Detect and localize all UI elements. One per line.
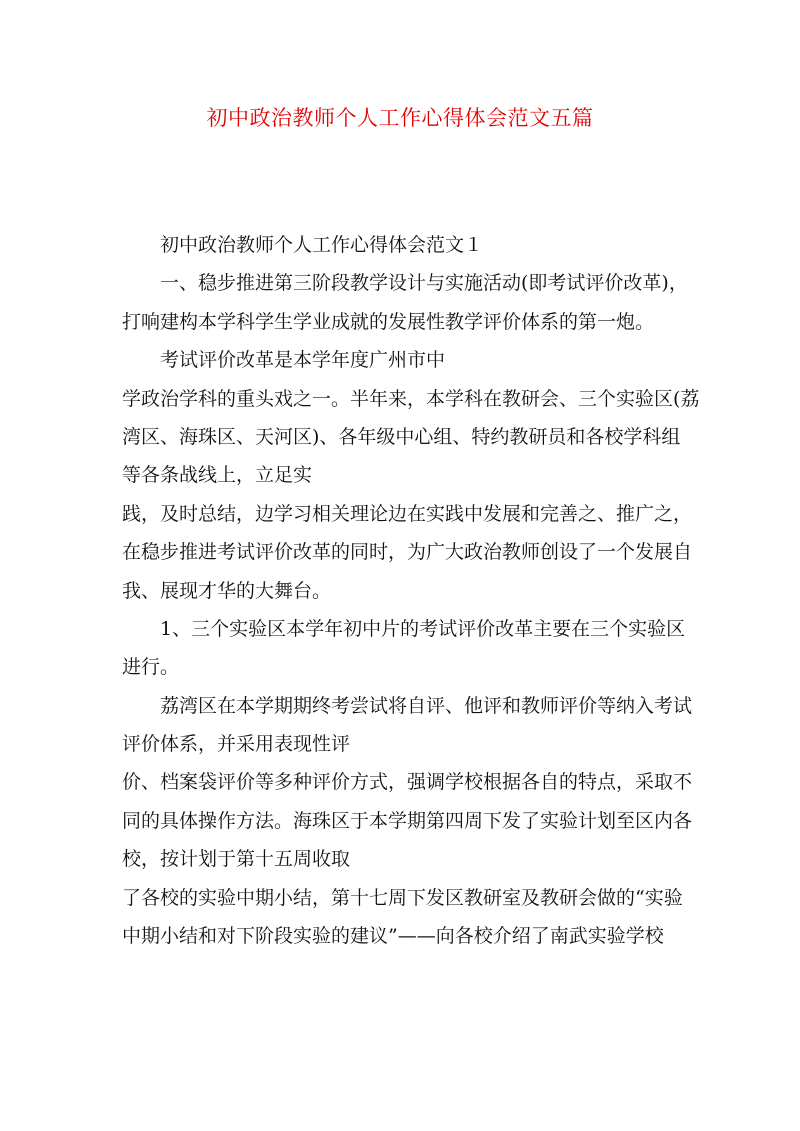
document-title: 初中政治教师个人工作心得体会范文五篇 (206, 106, 594, 130)
paragraph-line: 学政治学科的重头戏之一。半年来，本学科在教研会、三个实验区(荔 (122, 387, 700, 410)
paragraph-line: 等各条战线上，立足实 (122, 464, 313, 487)
document-body (122, 226, 700, 955)
paragraph-line: 同的具体操作方法。海珠区于本学期第四周下发了实验计划至区内各 (122, 809, 693, 832)
paragraph-line: 校，按计划于第十五周收取 (122, 848, 351, 871)
paragraph-line: 我、展现才华的大舞台。 (122, 579, 332, 602)
paragraph-line: 荔湾区在本学期期终考尝试将自评、他评和教师评价等纳入考试 (160, 694, 693, 717)
paragraph-line: 湾区、海珠区、天河区)、各年级中心组、特约教研员和各校学科组 (122, 425, 681, 448)
paragraph-line: 了各校的实验中期小结，第十七周下发区教研室及教研会做的“实验 (122, 886, 683, 909)
paragraph-line: 考试评价改革是本学年度广州市中 (160, 349, 446, 372)
paragraph-line: 进行。 (122, 656, 180, 679)
paragraph-line: 中期小结和对下阶段实验的建议”——向各校介绍了南武实验学校 (122, 925, 664, 948)
paragraph-line: 打响建构本学科学生学业成就的发展性教学评价体系的第一炮。 (122, 310, 655, 333)
section-heading: 初中政治教师个人工作心得体会范文１ (160, 234, 484, 256)
paragraph-line: 1、三个实验区本学年初中片的考试评价改革主要在三个实验区 (160, 617, 686, 640)
paragraph-line: 践，及时总结，边学习相关理论边在实践中发展和完善之、推广之， (122, 502, 693, 525)
paragraph-line: 一、稳步推进第三阶段教学设计与实施活动(即考试评价改革)， (160, 272, 688, 295)
paragraph-line: 在稳步推进考试评价改革的同时，为广大政治教师创设了一个发展自 (122, 541, 693, 564)
paragraph-line: 评价体系，并采用表现性评 (122, 733, 351, 756)
paragraph-line: 价、档案袋评价等多种评价方式，强调学校根据各自的特点，采取不 (122, 771, 693, 794)
